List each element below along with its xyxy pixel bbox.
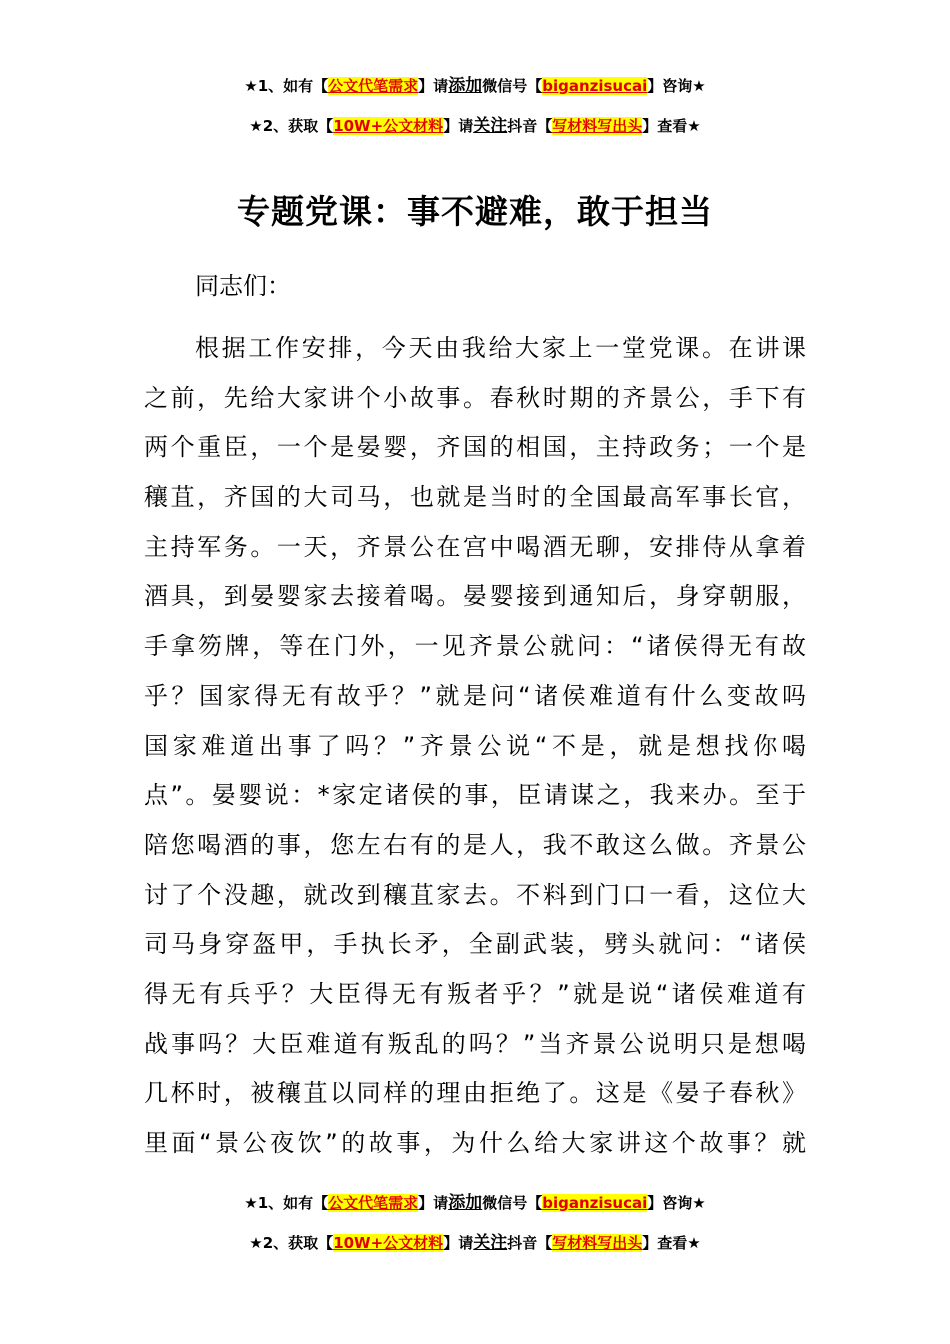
promo-text: 】请 [443, 1234, 474, 1252]
promo-text: ★2、获取【 [249, 1234, 334, 1252]
greeting: 同志们： [195, 272, 291, 300]
promo-line-2-footer [0, 1228, 950, 1253]
promo-douyin-id: 写材料写出头 [552, 1234, 643, 1252]
promo-text: 】请 [418, 1194, 449, 1212]
text-line: 酒具，到晏婴家去接着喝。晏婴接到通知后，身穿朝服， [144, 582, 806, 611]
text-line: 手拿笏牌，等在门外，一见齐景公就问：“诸侯得无有故 [144, 632, 806, 661]
body-paragraph [144, 330, 806, 1175]
text-line: 主持军务。一天，齐景公在宫中喝酒无聊，安排侍从拿着 [144, 532, 806, 561]
promo-text: 】咨询★ [647, 77, 706, 95]
promo-line-2 [0, 111, 950, 136]
promo-text: ★2、获取【 [249, 117, 334, 135]
promo-emphasis: 添加 [448, 76, 483, 96]
promo-highlight: 公文代笔需求 [328, 1194, 419, 1212]
promo-line-1 [0, 71, 950, 96]
text-line: 里面“景公夜饮”的故事，为什么给大家讲这个故事？就 [144, 1129, 806, 1157]
promo-emphasis: 关注 [473, 1233, 508, 1253]
promo-line-1-footer [0, 1188, 950, 1213]
promo-text: 】请 [443, 117, 474, 135]
text-line: 司马身穿盔甲，手执长矛，全副武装，劈头就问：“诸侯 [144, 930, 806, 959]
text-line: 两个重臣，一个是晏婴，齐国的相国，主持政务；一个是 [144, 433, 806, 462]
promo-emphasis: 关注 [473, 116, 508, 136]
promo-text: ★1、如有【 [244, 77, 329, 95]
text-line: 得无有兵乎？大臣得无有叛者乎？”就是说“诸侯难道有 [144, 979, 806, 1008]
promo-text: 抖音【 [507, 117, 553, 135]
text-line: 穰苴，齐国的大司马，也就是当时的全国最高军事长官， [144, 483, 806, 512]
promo-text: ★1、如有【 [244, 1194, 329, 1212]
promo-highlight: 10W+公文材料 [333, 117, 444, 135]
promo-highlight: 10W+公文材料 [333, 1234, 444, 1252]
promo-wechat-id: biganzisucai [542, 77, 648, 95]
promo-highlight: 公文代笔需求 [328, 77, 419, 95]
text-line: 根据工作安排，今天由我给大家上一堂党课。在讲课 [195, 334, 806, 362]
text-line: 讨了个没趣，就改到穰苴家去。不料到门口一看，这位大 [144, 880, 806, 909]
promo-emphasis: 添加 [448, 1193, 483, 1213]
promo-douyin-id: 写材料写出头 [552, 117, 643, 135]
text-line: 几杯时，被穰苴以同样的理由拒绝了。这是《晏子春秋》 [144, 1079, 806, 1108]
text-line: 战事吗？大臣难道有叛乱的吗？”当齐景公说明只是想喝 [144, 1029, 806, 1058]
text-line: 乎？国家得无有故乎？”就是问“诸侯难道有什么变故吗 [144, 681, 806, 710]
promo-text: 】查看★ [642, 1234, 701, 1252]
promo-text: 微信号【 [482, 77, 543, 95]
promo-wechat-id: biganzisucai [542, 1194, 648, 1212]
text-line: 之前，先给大家讲个小故事。春秋时期的齐景公，手下有 [144, 383, 806, 412]
promo-text: 】咨询★ [647, 1194, 706, 1212]
promo-text: 】请 [418, 77, 449, 95]
promo-text: 】查看★ [642, 117, 701, 135]
promo-text: 微信号【 [482, 1194, 543, 1212]
text-line: 点”。晏婴说：*家定诸侯的事，臣请谋之，我来办。至于 [144, 781, 806, 810]
document-title: 专题党课：事不避难，敢于担当 [237, 192, 713, 231]
text-line: 陪您喝酒的事，您左右有的是人，我不敢这么做。齐景公 [144, 830, 806, 859]
promo-text: 抖音【 [507, 1234, 553, 1252]
text-line: 国家难道出事了吗？”齐景公说“不是，就是想找你喝 [144, 731, 806, 760]
